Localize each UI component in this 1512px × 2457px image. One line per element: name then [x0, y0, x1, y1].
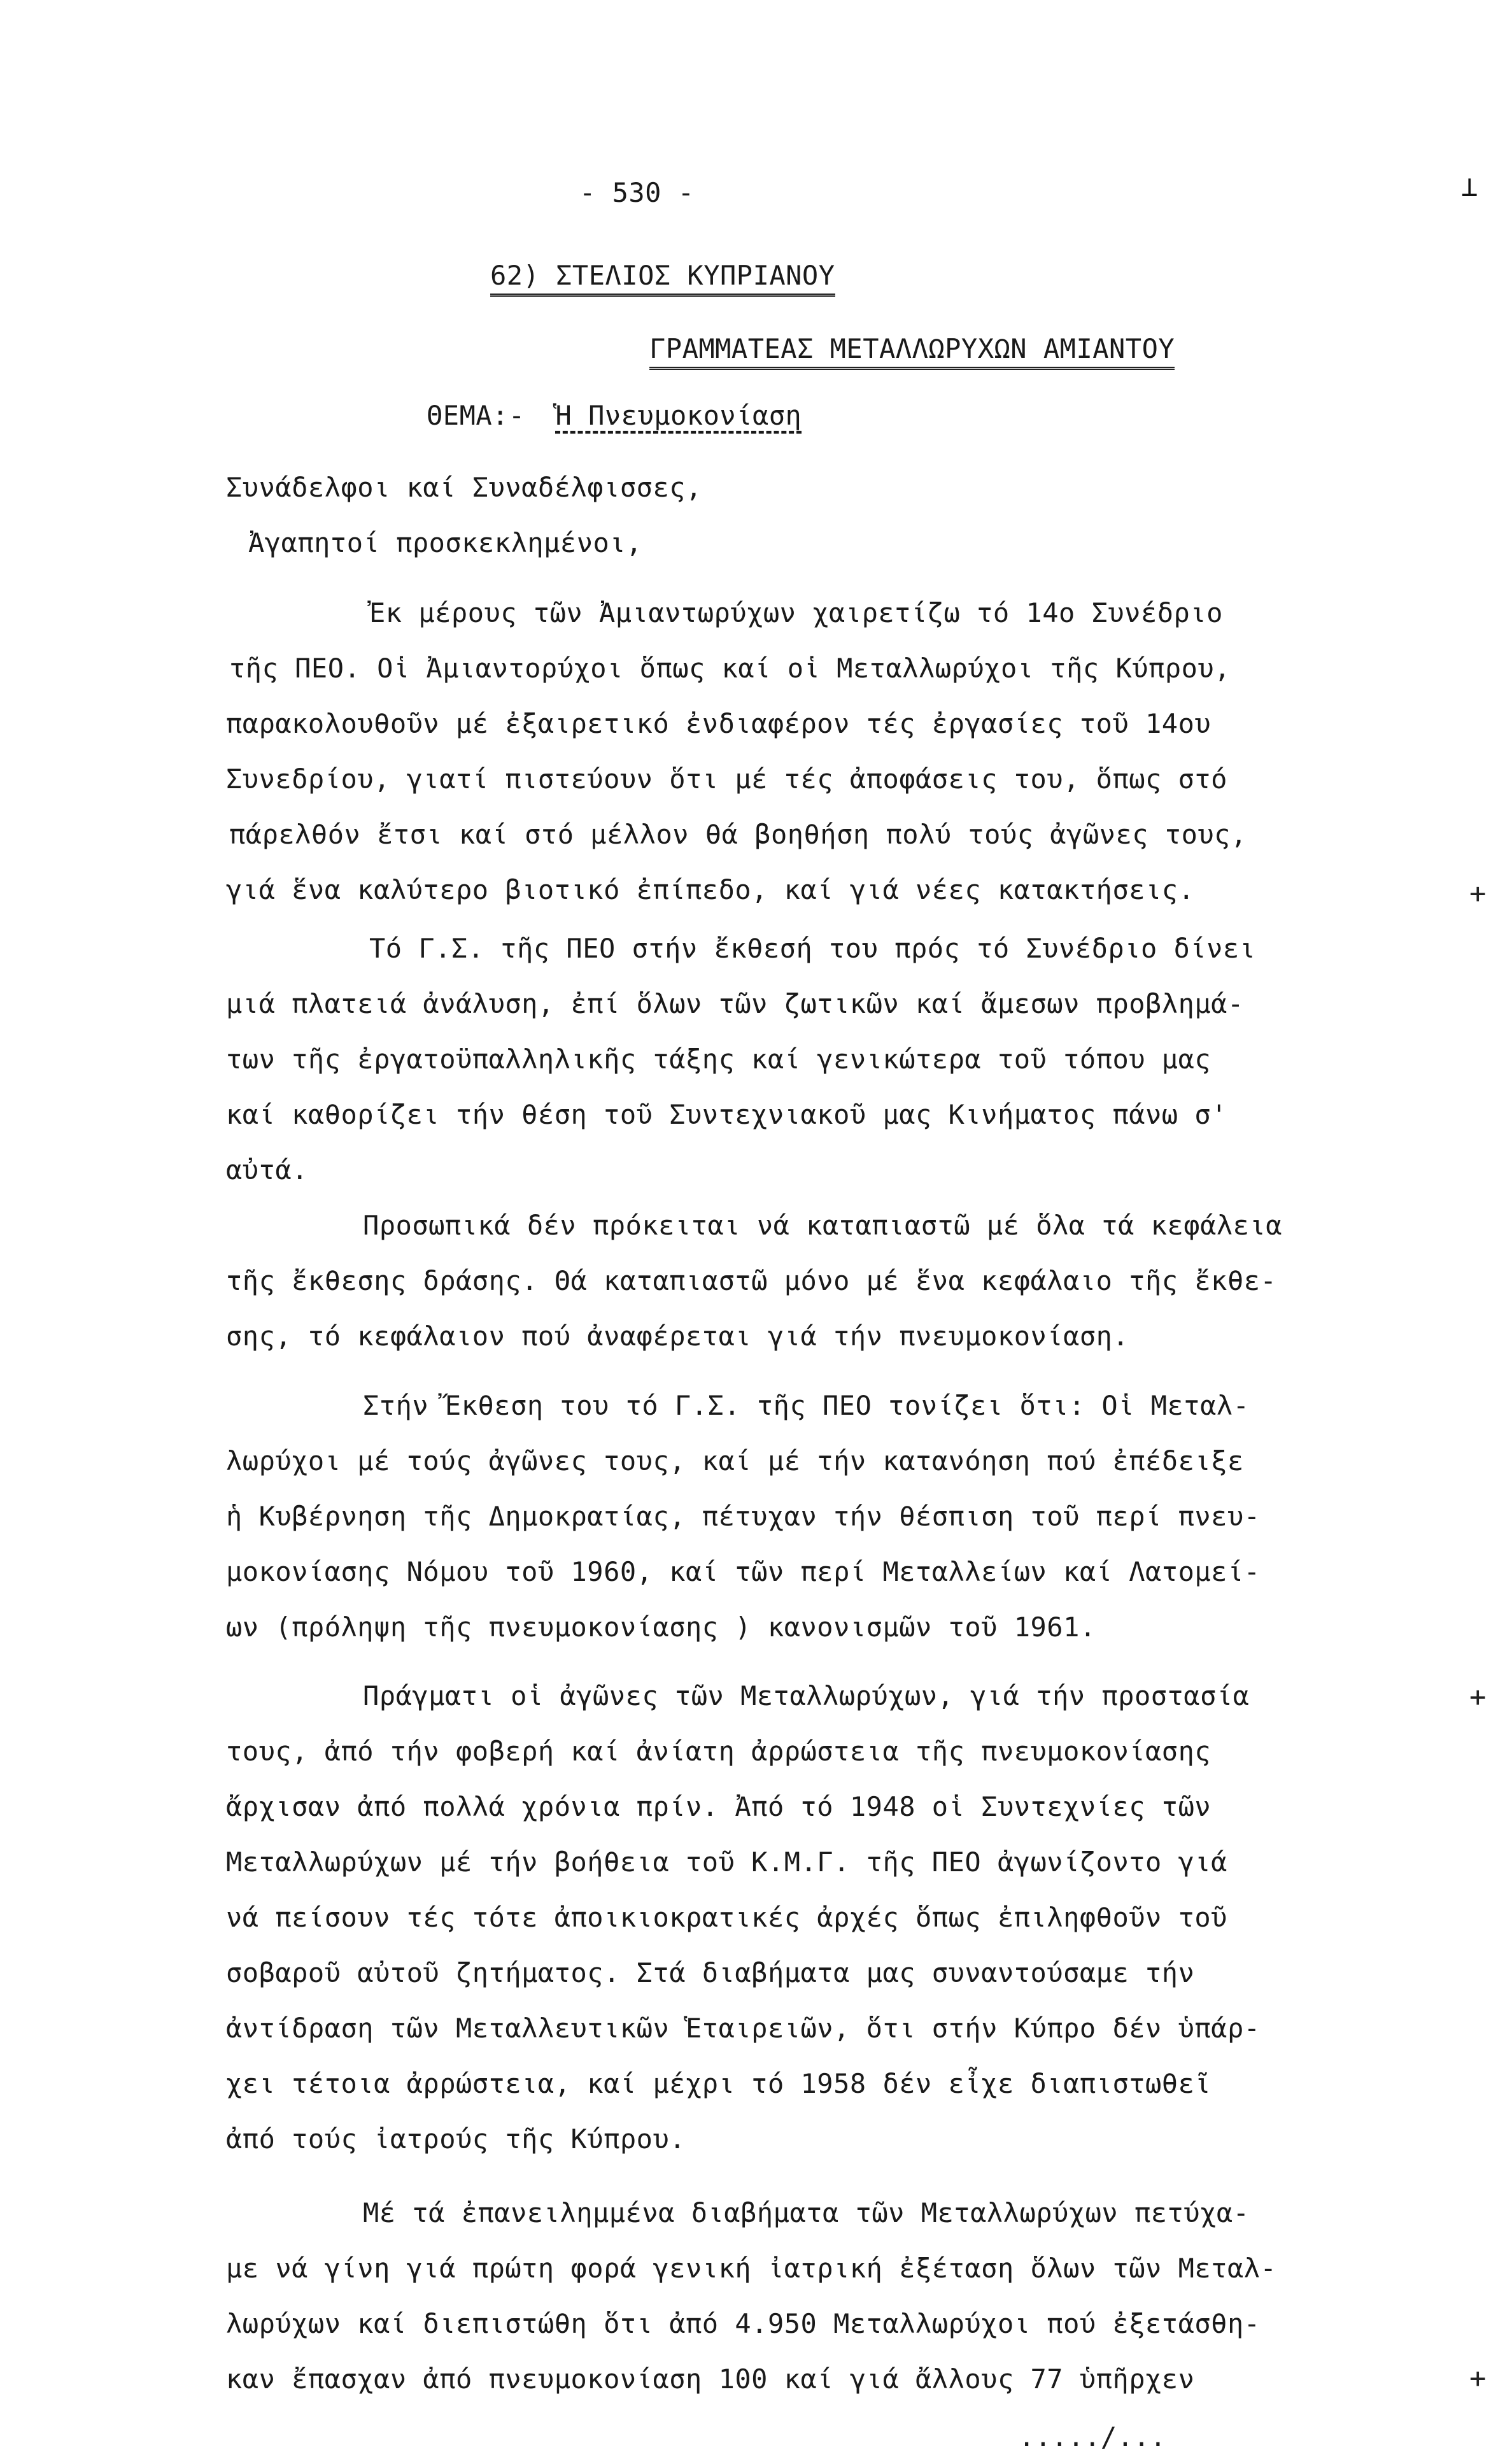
body-line: ἄρχισαν ἀπό πολλά χρόνια πρίν. Ἀπό τό 1948 οἱ Συντεχνίες τῶν	[226, 1791, 1212, 1822]
salutation-line: Συνάδελφοι καί Συναδέλφισσες,	[226, 472, 702, 503]
body-line: Συνεδρίου, γιατί πιστεύουν ὅτι μέ τές ἀποφάσεις του, ὅπως στό	[226, 763, 1227, 795]
body-line: νά πείσουν τές τότε ἀποικιοκρατικές ἀρχές ὅπως ἐπιληφθοῦν τοῦ	[226, 1902, 1227, 1933]
subject-line	[427, 398, 802, 434]
body-line: καί καθορίζει τήν θέση τοῦ Συντεχνιακοῦ μας Κινήματος πάνω σ'	[226, 1099, 1227, 1130]
margin-mark: +	[1469, 877, 1487, 910]
body-line: Μέ τά ἐπανειλημμένα διαβήματα τῶν Μεταλλωρύχων πετύχα-	[363, 2197, 1250, 2228]
body-line: Στήν Ἔκθεση του τό Γ.Σ. τῆς ΠΕΟ τονίζει ὅτι: Οἱ Μεταλ-	[363, 1390, 1250, 1421]
body-line: αὐτά.	[226, 1154, 308, 1186]
body-line: σης, τό κεφάλαιον πού ἀναφέρεται γιά τήν πνευμοκονίαση.	[226, 1321, 1129, 1352]
body-line: μοκονίασης Νόμου τοῦ 1960, καί τῶν περί Μεταλλείων καί Λατομεί-	[226, 1556, 1261, 1587]
continuation-mark: ...../...	[1019, 2421, 1167, 2453]
subject-label: ΘΕΜΑ:-	[427, 400, 525, 431]
margin-mark: +	[1469, 2362, 1487, 2395]
body-line: μιά πλατειά ἀνάλυση, ἐπί ὅλων τῶν ζωτικῶν καί ἄμεσων προβλημά-	[226, 988, 1244, 1019]
margin-mark: +	[1469, 1681, 1487, 1713]
body-line: Ἐκ μέρους τῶν Ἀμιαντωρύχων χαιρετίζω τό 14ο Συνέδριο	[369, 597, 1223, 628]
body-line: χει τέτοια ἀρρώστεια, καί μέχρι τό 1958 δέν εἶχε διαπιστωθεῖ	[226, 2068, 1212, 2099]
body-line: ἀντίδραση τῶν Μεταλλευτικῶν Ἑταιρειῶν, ὅτι στήν Κύπρο δέν ὑπάρ-	[226, 2013, 1261, 2044]
body-line: Προσωπικά δέν πρόκειται νά καταπιαστῶ μέ ὅλα τά κεφάλεια	[363, 1210, 1283, 1241]
corner-mark: ⊥	[1461, 171, 1478, 203]
body-line: τῆς ἔκθεσης δράσης. Θά καταπιαστῶ μόνο μέ ἕνα κεφάλαιο τῆς ἔκθε-	[226, 1265, 1277, 1296]
body-line: ἡ Κυβέρνηση τῆς Δημοκρατίας, πέτυχαν τήν θέσπιση τοῦ περί πνευ-	[226, 1501, 1261, 1532]
body-line: λωρύχοι μέ τούς ἀγῶνες τους, καί μέ τήν κατανόηση πού ἐπέδειξε	[226, 1445, 1244, 1476]
speaker-role: ΓΡΑΜΜΑΤΕΑΣ ΜΕΤΑΛΛΩΡΥΧΩΝ ΑΜΙΑΝΤΟΥ	[649, 333, 1175, 370]
speaker-name: 62) ΣΤΕΛΙΟΣ ΚΥΠΡΙΑΝΟΥ	[490, 260, 835, 297]
body-line: των τῆς ἐργατοϋπαλληλικῆς τάξης καί γενικώτερα τοῦ τόπου μας	[226, 1044, 1212, 1075]
body-line: με νά γίνη γιά πρώτη φορά γενική ἰατρική ἐξέταση ὅλων τῶν Μεταλ-	[226, 2253, 1277, 2284]
body-line: ἀπό τούς ἰατρούς τῆς Κύπρου.	[226, 2123, 686, 2155]
body-line: σοβαροῦ αὐτοῦ ζητήματος. Στά διαβήματα μας συναντούσαμε τήν	[226, 1957, 1195, 1988]
body-line: τῆς ΠΕΟ. Οἱ Ἀμιαντορύχοι ὅπως καί οἱ Μεταλλωρύχοι τῆς Κύπρου,	[229, 653, 1231, 684]
body-line: Τό Γ.Σ. τῆς ΠΕΟ στήν ἔκθεσή του πρός τό Συνέδριο δίνει	[369, 933, 1256, 964]
body-line: καν ἔπασχαν ἀπό πνευμοκονίαση 100 καί γιά ἄλλους 77 ὑπῆρχεν	[226, 2363, 1195, 2395]
body-line: πάρελθόν ἔτσι καί στό μέλλον θά βοηθήση πολύ τούς ἀγῶνες τους,	[229, 819, 1247, 850]
body-line: τους, ἀπό τήν φοβερή καί ἀνίατη ἀρρώστεια τῆς πνευμοκονίασης	[226, 1736, 1212, 1767]
body-line: Μεταλλωρύχων μέ τήν βοήθεια τοῦ Κ.Μ.Γ. τῆς ΠΕΟ ἀγωνίζοντο γιά	[226, 1846, 1227, 1878]
role-heading	[649, 331, 1175, 367]
subject-text: Ἡ Πνευμοκονίαση	[555, 400, 802, 431]
body-line: γιά ἕνα καλύτερο βιοτικό ἐπίπεδο, καί γιά νέες κατακτήσεις.	[226, 874, 1195, 905]
page-number: - 530 -	[579, 177, 695, 208]
speaker-heading	[490, 258, 835, 294]
body-line: παρακολουθοῦν μέ ἐξαιρετικό ἐνδιαφέρον τές ἐργασίες τοῦ 14ου	[226, 708, 1212, 739]
body-line: λωρύχων καί διεπιστώθη ὅτι ἀπό 4.950 Μεταλλωρύχοι πού ἐξετάσθη-	[226, 2308, 1261, 2339]
body-line: Πράγματι οἱ ἀγῶνες τῶν Μεταλλωρύχων, γιά τήν προστασία	[363, 1680, 1250, 1711]
body-line: ων (πρόληψη τῆς πνευμοκονίασης ) κανονισμῶν τοῦ 1961.	[226, 1611, 1096, 1643]
salutation-line: Ἀγαπητοί προσκεκλημένοι,	[248, 527, 642, 558]
